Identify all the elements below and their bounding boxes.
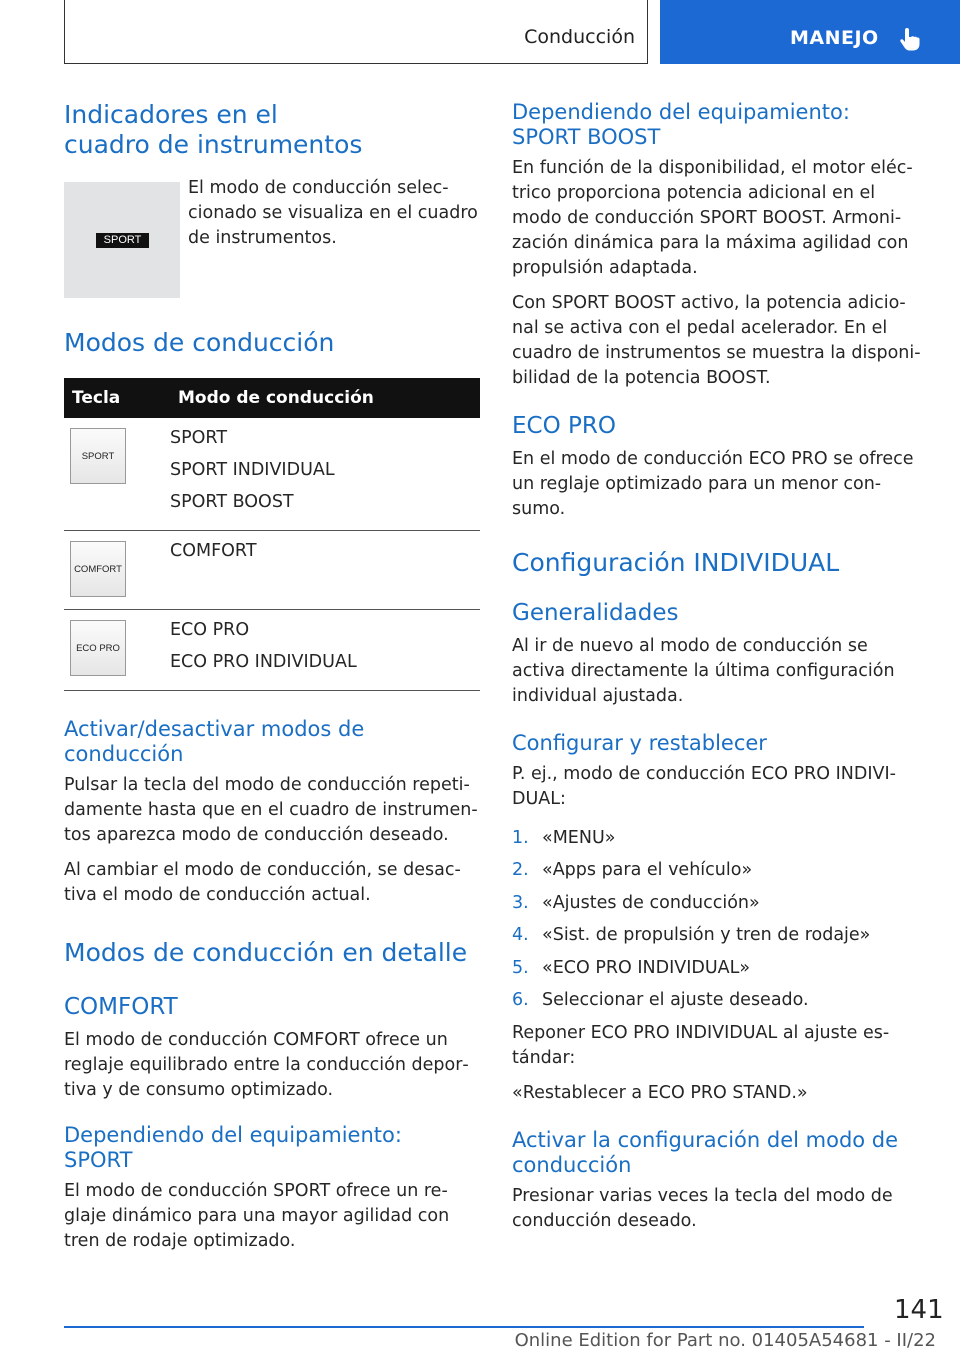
list-item bbox=[512, 854, 924, 887]
list-item bbox=[512, 822, 924, 855]
step-number: 1. bbox=[512, 827, 529, 848]
step-text: «Sist. de propulsión y tren de rodaje» bbox=[542, 925, 871, 946]
heading-activate-config: Activar la configuración del modo de conducción bbox=[512, 1127, 899, 1177]
table-cell-modes bbox=[170, 418, 480, 531]
paragraph-comfort: El modo de conducción COMFORT ofrece un reglaje equilibrado entre la conducción deportiva y de consumo optimizado. bbox=[64, 1029, 469, 1100]
step-text: «Apps para el vehículo» bbox=[542, 860, 753, 881]
paragraph-boost-2: Con SPORT BOOST activo, la potencia adicional se activa con el pedal acelerador. En el cuadro de instrumentos se muestra la disponibilidad de la potencia BOOST. bbox=[512, 293, 921, 389]
table-row bbox=[64, 418, 480, 531]
step-number: 4. bbox=[512, 925, 529, 946]
paragraph-setup: P. ej., modo de conducción ECO PRO INDIVIDUAL: bbox=[512, 763, 896, 809]
page-number: 141 bbox=[894, 1295, 944, 1325]
paragraph-boost-1: En función de la disponibilidad, el motor eléctrico proporciona potencia adicional en el modo de conducción SPORT BOOST. Armonización dinámica para la máxima agilidad con propulsión adaptada. bbox=[512, 158, 913, 279]
header-section-title: Conducción bbox=[524, 26, 635, 48]
paragraph-activate-2: Al cambiar el modo de conducción, se desactiva el modo de conducción actual. bbox=[64, 860, 461, 906]
instrument-cluster-image bbox=[64, 182, 180, 298]
list-item bbox=[512, 952, 924, 985]
driving-modes-table bbox=[64, 378, 480, 691]
table-cell-key bbox=[64, 610, 170, 691]
footer-divider bbox=[64, 1326, 864, 1328]
cluster-sport-badge: SPORT bbox=[96, 233, 149, 248]
setup-steps-list bbox=[512, 822, 924, 1017]
heading-indicators: Indicadores en el cuadro de instrumentos bbox=[64, 100, 363, 159]
mode-name: SPORT INDIVIDUAL bbox=[170, 460, 335, 480]
header-chapter-title: MANEJO bbox=[790, 27, 879, 49]
table-cell-key bbox=[64, 531, 170, 610]
sport-key-button[interactable]: SPORT bbox=[70, 428, 126, 484]
heading-comfort: COMFORT bbox=[64, 994, 178, 1021]
paragraph-activate-config: Presionar varias veces la tecla del modo de conducción deseado. bbox=[512, 1186, 893, 1232]
heading-activate-modes: Activar/desactivar modos de conducción bbox=[64, 717, 365, 767]
eco-pro-key-button[interactable]: ECO PRO bbox=[70, 620, 126, 676]
heading-general: Generalidades bbox=[512, 599, 679, 626]
paragraph-general: Al ir de nuevo al modo de conducción se activa directamente la última configuración individual ajustada. bbox=[512, 635, 895, 706]
mode-name: SPORT BOOST bbox=[170, 492, 294, 512]
table-cell-modes bbox=[170, 610, 480, 691]
step-number: 2. bbox=[512, 860, 529, 881]
heading-sport: Dependiendo del equipamiento: SPORT bbox=[64, 1122, 402, 1173]
heading-sport-boost: Dependiendo del equipamiento: SPORT BOOST bbox=[512, 100, 850, 150]
step-number: 5. bbox=[512, 957, 529, 978]
paragraph-sport: El modo de conducción SPORT ofrece un reglaje dinámico para una mayor agilidad con tren de rodaje optimizado. bbox=[64, 1181, 450, 1252]
table-header-row bbox=[64, 378, 480, 418]
table-row bbox=[64, 610, 480, 691]
paragraph-eco-pro: En el modo de conducción ECO PRO se ofrece un reglaje optimizado para un menor consumo. bbox=[512, 448, 914, 519]
list-item bbox=[512, 919, 924, 952]
left-column bbox=[64, 100, 480, 1254]
heading-setup-reset: Configurar y restablecer bbox=[512, 730, 767, 755]
table-header-key: Tecla bbox=[64, 378, 170, 418]
heading-individual-config: Configuración INDIVIDUAL bbox=[512, 547, 840, 577]
step-text: «ECO PRO INDIVIDUAL» bbox=[542, 957, 751, 978]
mode-name: COMFORT bbox=[170, 541, 257, 561]
paragraph-reset-command: «Restablecer a ECO PRO STAND.» bbox=[512, 1082, 808, 1103]
table-cell-modes bbox=[170, 531, 480, 610]
step-text: «MENU» bbox=[542, 827, 616, 848]
header-section-box bbox=[64, 0, 648, 64]
step-number: 6. bbox=[512, 990, 529, 1011]
comfort-key-button[interactable]: COMFORT bbox=[70, 541, 126, 597]
list-item bbox=[512, 984, 924, 1017]
heading-modes-detail: Modos de conducción en detalle bbox=[64, 938, 468, 968]
table-header-mode: Modo de conducción bbox=[170, 378, 480, 418]
hand-pointer-icon bbox=[898, 26, 922, 56]
step-number: 3. bbox=[512, 892, 529, 913]
footer-edition: Online Edition for Part no. 01405A54681 - II/22 bbox=[514, 1330, 936, 1351]
table-cell-key bbox=[64, 418, 170, 531]
heading-driving-modes: Modos de conducción bbox=[64, 328, 335, 357]
mode-name: SPORT bbox=[170, 428, 228, 448]
step-text: «Ajustes de conducción» bbox=[542, 892, 760, 913]
header-chapter-tab[interactable] bbox=[660, 0, 960, 64]
intro-paragraph: El modo de conducción seleccionado se visualiza en el cuadro de instrumentos. bbox=[188, 178, 478, 248]
right-column bbox=[512, 100, 924, 1234]
list-item bbox=[512, 887, 924, 920]
mode-name: ECO PRO bbox=[170, 620, 250, 640]
heading-eco-pro: ECO PRO bbox=[512, 413, 616, 440]
mode-name: ECO PRO INDIVIDUAL bbox=[170, 652, 357, 672]
step-text: Seleccionar el ajuste deseado. bbox=[542, 990, 809, 1011]
cluster-intro bbox=[64, 178, 480, 300]
paragraph-reset: Reponer ECO PRO INDIVIDUAL al ajuste estándar: bbox=[512, 1022, 890, 1068]
paragraph-activate-1: Pulsar la tecla del modo de conducción repetidamente hasta que en el cuadro de instrumentos aparezca modo de conducción deseado. bbox=[64, 775, 478, 846]
table-row bbox=[64, 531, 480, 610]
